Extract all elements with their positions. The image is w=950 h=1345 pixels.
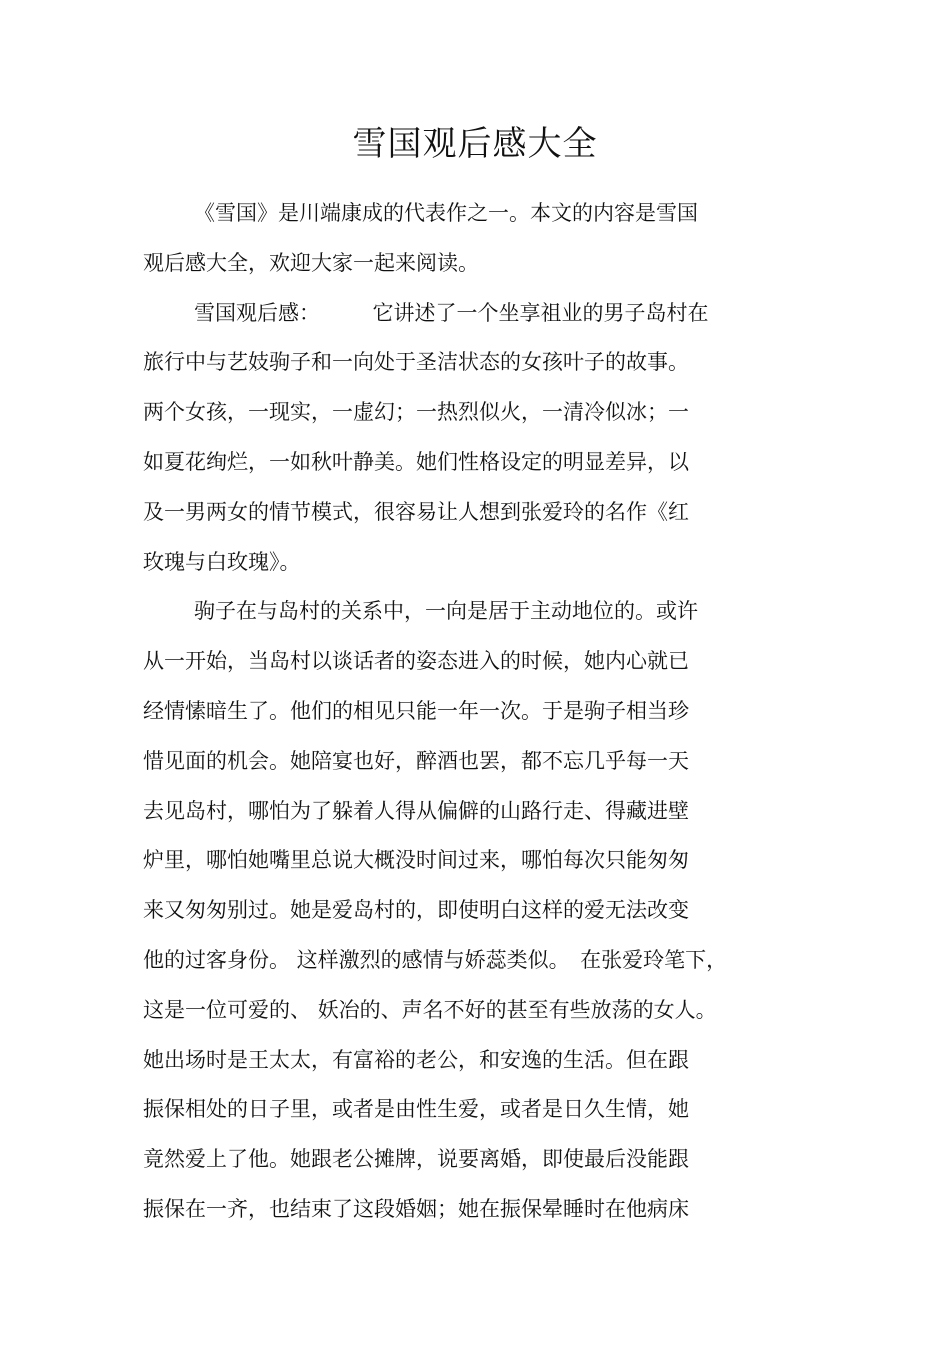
paragraph-line: 如夏花绚烂，一如秋叶静美。她们性格设定的明显差异，以 [143, 449, 689, 474]
paragraph-line: 竟然爱上了他。她跟老公摊牌，说要离婚，即使最后没能跟 [143, 1147, 689, 1172]
paragraph-line: 《雪国》是川端康成的代表作之一。本文的内容是雪国 [194, 201, 698, 225]
paragraph-line: 经情愫暗生了。他们的相见只能一年一次。于是驹子相当珍 [143, 698, 689, 723]
paragraph-line: 振保在一齐，也结束了这段婚姻；她在振保晕睡时在他病床 [143, 1196, 689, 1221]
paragraph-line: 驹子在与岛村的关系中，一向是居于主动地位的。或许 [194, 599, 698, 624]
document-title: 雪国观后感大全 [352, 124, 598, 164]
paragraph-line: 雪国观后感： 它讲述了一个坐享祖业的男子岛村在 [194, 300, 709, 325]
paragraph-line: 两个女孩，一现实，一虚幻；一热烈似火，一清冷似冰；一 [143, 400, 689, 425]
paragraph-line: 观后感大全，欢迎大家一起来阅读。 [143, 250, 479, 275]
paragraph-line: 及一男两女的情节模式，很容易让人想到张爱玲的名作《红 [143, 499, 689, 524]
paragraph-line: 去见岛村，哪怕为了躲着人得从偏僻的山路行走、得藏进壁 [143, 798, 689, 823]
paragraph-line: 振保相处的日子里，或者是由性生爱，或者是日久生情，她 [143, 1097, 689, 1122]
paragraph-line: 玫瑰与白玫瑰》。 [143, 549, 301, 574]
paragraph-line: 她出场时是王太太，有富裕的老公，和安逸的生活。但在跟 [143, 1047, 689, 1072]
paragraph-line: 这是一位可爱的、 妖冶的、声名不好的甚至有些放荡的女人。 [143, 997, 717, 1022]
document-body [143, 189, 803, 1235]
paragraph-line: 从一开始，当岛村以谈话者的姿态进入的时候，她内心就已 [143, 649, 689, 674]
paragraph-line: 他的过客身份。 这样激烈的感情与娇蕊类似。 在张爱玲笔下， [143, 947, 728, 972]
paragraph-line: 惜见面的机会。她陪宴也好，醉酒也罢，都不忘几乎每一天 [143, 748, 689, 773]
paragraph-line: 旅行中与艺妓驹子和一向处于圣洁状态的女孩叶子的故事。 [143, 350, 689, 375]
paragraph-line: 来又匆匆别过。她是爱岛村的，即使明白这样的爱无法改变 [143, 898, 689, 923]
paragraph-line: 炉里，哪怕她嘴里总说大概没时间过来，哪怕每次只能匆匆 [143, 848, 689, 873]
